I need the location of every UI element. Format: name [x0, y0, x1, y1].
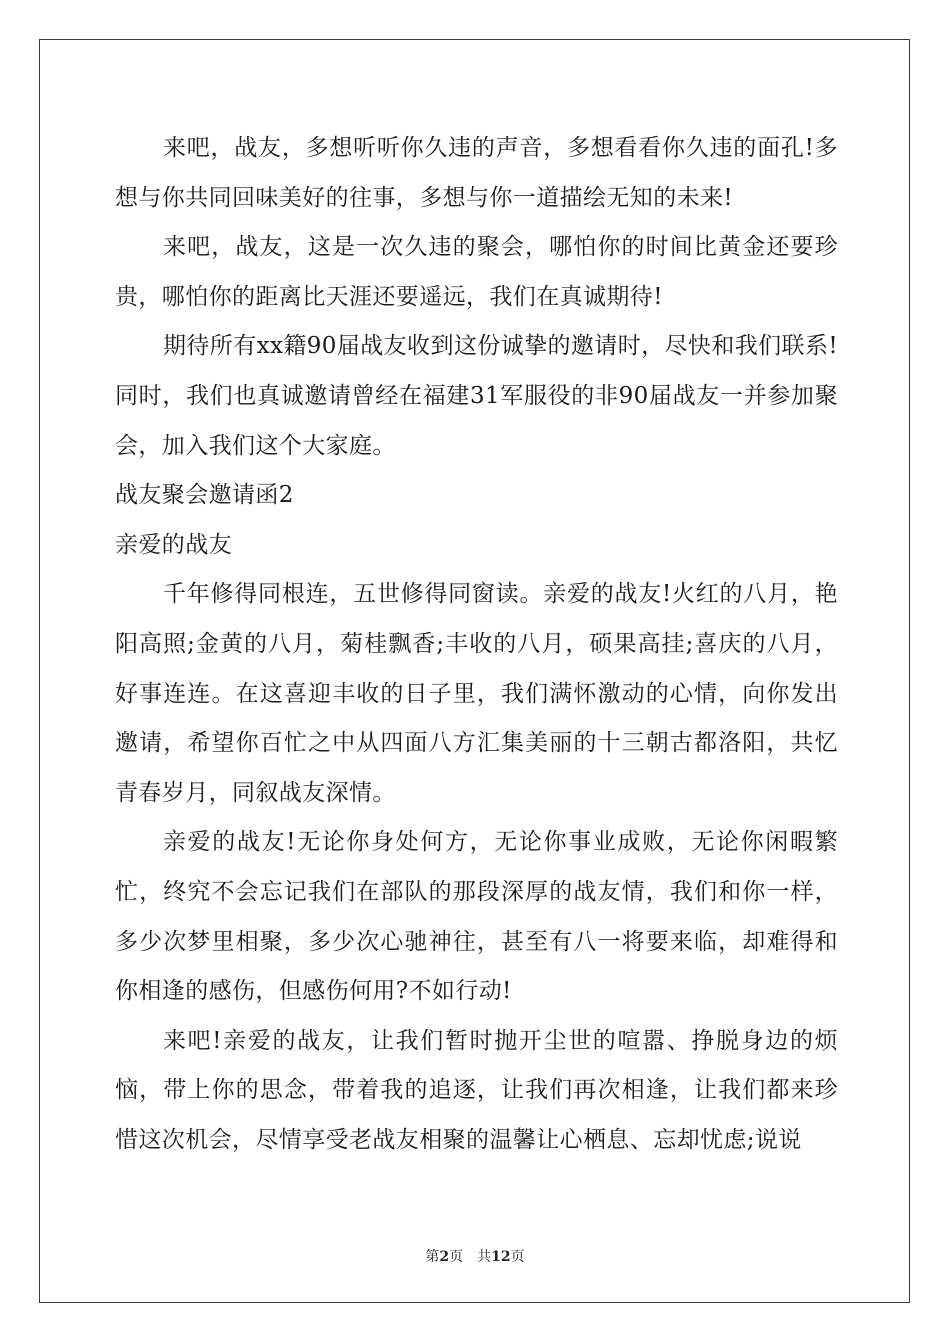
paragraph: 来吧，战友，多想听听你久违的声音，多想看看你久违的面孔!多想与你共同回味美好的往事，多想与你一道描绘无知的未来! [115, 135, 838, 211]
section-title: 战友聚会邀请函2 [115, 482, 294, 509]
paragraph: 千年修得同根连，五世修得同窗读。亲爱的战友!火红的八月，艳阳高照;金黄的八月，菊桂飘香;丰收的八月，硕果高挂;喜庆的八月，好事连连。在这喜迎丰收的日子里，我们满怀激动的心情，向你发出邀请，希望你百忙之中从四面八方汇集美丽的十三朝古都洛阳，共忆青春岁月，同叙战友深情。 [115, 581, 838, 806]
page-footer [0, 1248, 950, 1266]
page-total-label: 共12页 [477, 1249, 525, 1265]
page-number-label: 第2页 [425, 1249, 464, 1265]
salutation: 亲爱的战友 [115, 531, 232, 558]
paragraph: 来吧，战友，这是一次久违的聚会，哪怕你的时间比黄金还要珍贵，哪怕你的距离比天涯还要遥远，我们在真诚期待! [115, 234, 838, 310]
document-body [115, 124, 838, 1165]
paragraph: 期待所有xx籍90届战友收到这份诚挚的邀请时，尽快和我们联系!同时，我们也真诚邀请曾经在福建31军服役的非90届战友一并参加聚会，加入我们这个大家庭。 [115, 333, 838, 459]
paragraph: 亲爱的战友!无论你身处何方，无论你事业成败，无论你闲暇繁忙，终究不会忘记我们在部队的那段深厚的战友情，我们和你一样，多少次梦里相聚，多少次心驰神往，甚至有八一将要来临，却难得和你相逢的感伤，但感伤何用?不如行动! [115, 829, 838, 1005]
paragraph: 来吧!亲爱的战友，让我们暂时抛开尘世的喧嚣、挣脱身边的烦恼，带上你的思念，带着我的追逐，让我们再次相逢，让我们都来珍惜这次机会，尽情享受老战友相聚的温馨让心栖息、忘却忧虑;说说 [115, 1027, 838, 1153]
